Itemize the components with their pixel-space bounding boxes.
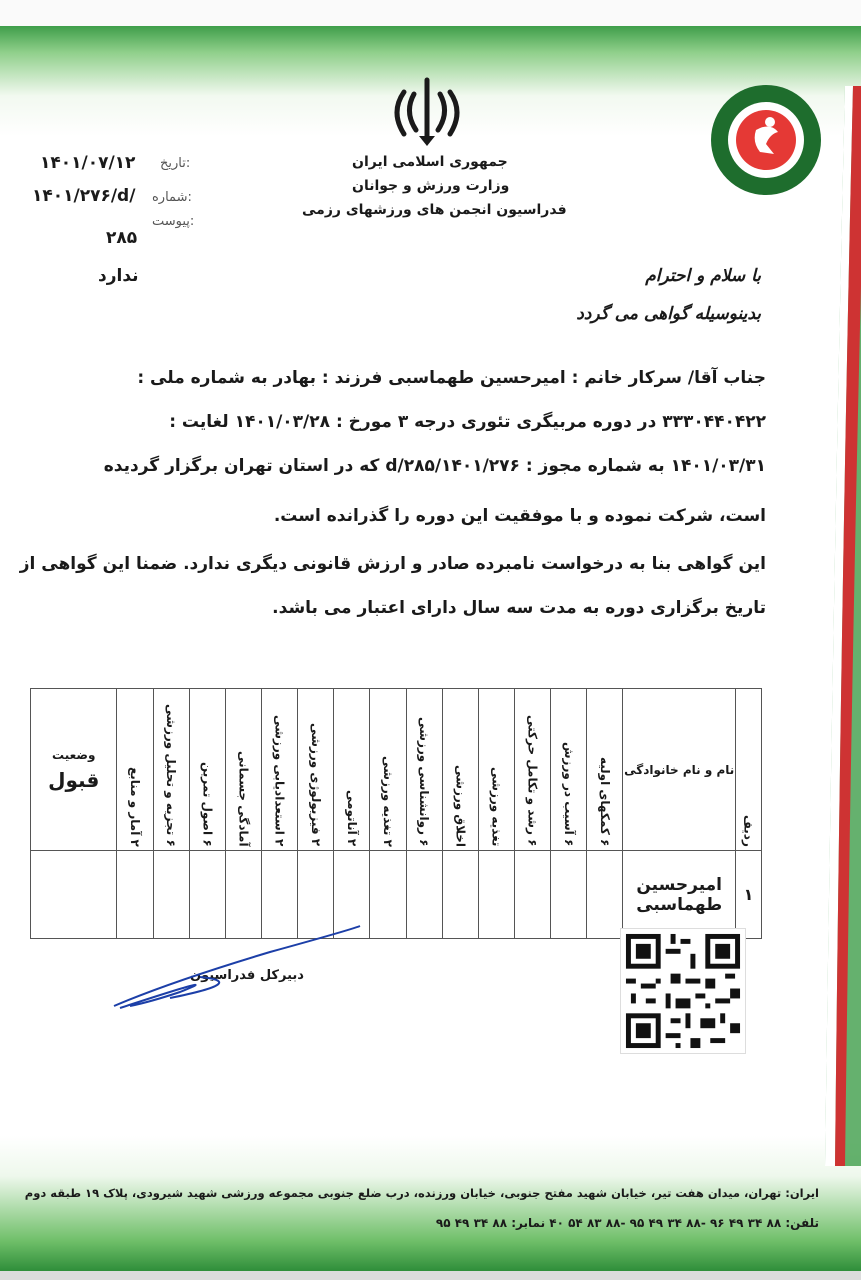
grade-cell bbox=[370, 851, 406, 939]
table-header-cell: ۶ تجزیه و تحلیل ورزشی bbox=[153, 689, 189, 851]
table-header-cell: ۲ آمار و منابع bbox=[117, 689, 153, 851]
header-federation: فدراسیون انجمن های ورزشهای رزمی bbox=[302, 202, 567, 218]
body-line: ۳۳۳۰۴۴۰۴۲۲ در دوره مربیگری تئوری درجه ۳ مورخ : ۱۴۰۱/۰۳/۲۸ لغایت : bbox=[169, 412, 766, 432]
grade-cell bbox=[478, 851, 514, 939]
date-label: تاریخ: bbox=[160, 156, 191, 171]
grade-cell bbox=[515, 851, 551, 939]
greeting: با سلام و احترام bbox=[645, 266, 761, 286]
iran-emblem-icon bbox=[386, 72, 468, 154]
signature-role: دبیرکل فدراسیون bbox=[190, 968, 304, 983]
status-value: قبول bbox=[48, 767, 100, 792]
number-label: شماره: bbox=[152, 190, 192, 205]
row-index: ۱ bbox=[735, 851, 761, 939]
table-header-cell: ردیف bbox=[735, 689, 761, 851]
certify-line: بدینوسیله گواهی می گردد bbox=[576, 304, 761, 324]
table-header-cell: ۲ آناتومی bbox=[334, 689, 370, 851]
row-name: امیرحسین طهماسبی bbox=[623, 851, 735, 939]
grade-cell bbox=[406, 851, 442, 939]
qr-code-icon bbox=[620, 928, 746, 1054]
body-line: تاریخ برگزاری دوره به مدت سه سال دارای اعتبار می باشد. bbox=[272, 598, 766, 618]
table-header-cell: ۲ استعدادیابی ورزشی bbox=[262, 689, 298, 851]
header-ministry: وزارت ورزش و جوانان bbox=[352, 178, 510, 194]
table-header-cell: ۶ رشد و تکامل حرکتی bbox=[515, 689, 551, 851]
table-header-cell: ۶ آسیب در ورزش bbox=[551, 689, 587, 851]
body-line: جناب آقا/ سرکار خانم : امیرحسین طهماسبی فرزند : بهادر به شماره ملی : bbox=[137, 368, 766, 388]
footer-phones: تلفن: ۸۸ ۳۴ ۴۹ ۹۶ -۸۸ ۳۴ ۴۹ ۹۵ -۸۸ ۸۳ ۵۴ ۴۰ نمابر: ۸۸ ۳۴ ۴۹ ۹۵ bbox=[435, 1216, 819, 1230]
table-header-cell: ۲ فیزیولوژی ورزشی bbox=[298, 689, 334, 851]
number-value: ۱۴۰۱/۲۷۶/d/ bbox=[32, 186, 136, 206]
grade-cell bbox=[442, 851, 478, 939]
grade-cell bbox=[587, 851, 623, 939]
footer-address: ایران: تهران، میدان هفت تیر، خیابان شهید مفتح جنوبی، خیابان ورزنده، درب ضلع جنوبی مجموعه ورزشی شهید شیرودی، پلاک ۱۹ طبقه دوم bbox=[24, 1186, 819, 1200]
body-line: این گواهی بنا به درخواست نامبرده صادر و ارزش قانونی دیگری ندارد. ضمنا این گواهی از bbox=[19, 554, 766, 574]
table-header-cell: نام و نام خانوادگی bbox=[623, 689, 735, 851]
header-country: جمهوری اسلامی ایران bbox=[352, 154, 508, 170]
top-margin bbox=[0, 0, 861, 26]
body-line: است، شرکت نموده و با موفقیت این دوره را گذرانده است. bbox=[273, 506, 766, 526]
table-header-cell: وضعیت قبول bbox=[31, 689, 117, 851]
table-header-cell: اخلاق ورزشی bbox=[442, 689, 478, 851]
attachment-value: ندارد bbox=[98, 266, 139, 286]
table-header-cell: ۶ اصول تمرین bbox=[189, 689, 225, 851]
table-header-cell: آمادگی جسمانی bbox=[225, 689, 261, 851]
table-header-cell: ۶ کمکهای اولیه bbox=[587, 689, 623, 851]
table-header-cell: تغذیه ورزشی bbox=[478, 689, 514, 851]
body-line: ۱۴۰۱/۰۳/۳۱ به شماره مجوز : ۱۴۰۱/۲۷۶/d/۲۸۵ که در استان تهران برگزار گردیده bbox=[103, 456, 766, 476]
grade-cell bbox=[31, 851, 117, 939]
number-suffix: ۲۸۵ bbox=[106, 228, 138, 248]
federation-badge-icon bbox=[708, 82, 824, 198]
signature-icon bbox=[110, 922, 370, 1012]
course-grades-table bbox=[30, 688, 762, 939]
table-header-row bbox=[31, 689, 762, 851]
attachment-label: پیوست: bbox=[152, 214, 195, 229]
flag-stripe bbox=[815, 86, 861, 1166]
date-value: ۱۴۰۱/۰۷/۱۲ bbox=[40, 153, 136, 173]
table-header-cell: ۲ تغذیه ورزشی bbox=[370, 689, 406, 851]
qr-pattern bbox=[621, 929, 745, 1053]
bottom-margin bbox=[0, 1271, 861, 1280]
grade-cell bbox=[551, 851, 587, 939]
table-header-cell: ۶ روانشناسی ورزشی bbox=[406, 689, 442, 851]
